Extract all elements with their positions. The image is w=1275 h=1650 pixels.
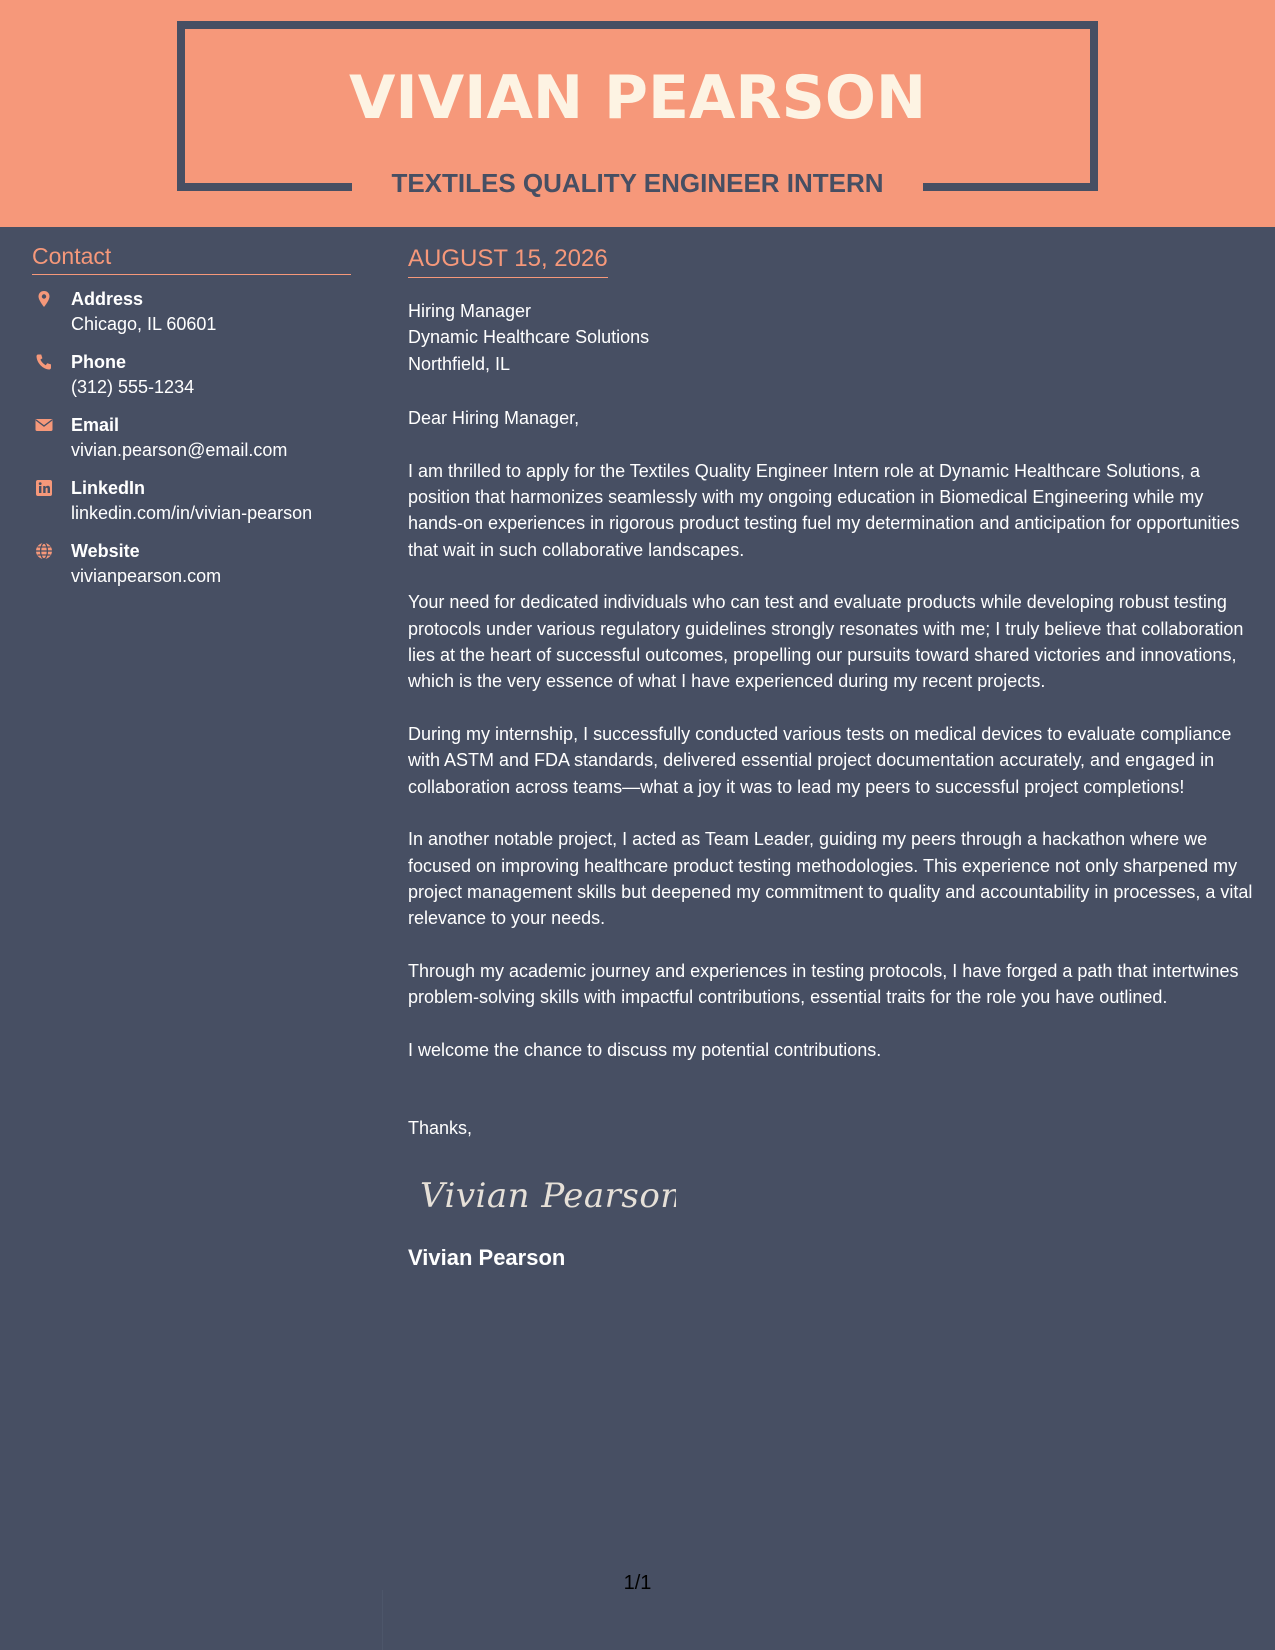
contact-sidebar — [32, 240, 351, 602]
contact-item-website — [32, 539, 351, 602]
letter-paragraph: I welcome the chance to discuss my potential contributions. — [408, 1039, 882, 1060]
signature-image — [416, 1167, 1253, 1223]
recipient-line: Hiring Manager — [408, 301, 532, 321]
globe-icon — [35, 542, 53, 560]
letter-body — [408, 243, 1253, 1273]
contact-value-phone: (312) 555-1234 — [71, 377, 195, 397]
handwritten-signature — [416, 1167, 676, 1223]
contact-label: Phone — [71, 352, 127, 372]
letter-paragraph: I am thrilled to apply for the Textiles Quality Engineer Intern role at Dynamic Healthcare Solutions, a position that harmonizes seamlessly with my ongoing education in Biomedical Engineering while my hands-on experiences in rigorous product testing fuel my determination and anticipation for opportunities that wait in such collaborative landscapes. — [408, 460, 1240, 560]
contact-item-phone — [32, 350, 351, 413]
contact-value-address: Chicago, IL 60601 — [71, 314, 217, 334]
contact-heading: Contact — [32, 240, 351, 275]
page-divider — [382, 1590, 383, 1650]
recipient-line: Dynamic Healthcare Solutions — [408, 327, 650, 348]
contact-label: Email — [71, 415, 120, 435]
contact-value-email: vivian.pearson@email.com — [71, 440, 288, 460]
contact-label: LinkedIn — [71, 478, 146, 498]
contact-item-address — [32, 287, 351, 350]
letter-paragraph: Through my academic journey and experiences in testing protocols, I have forged a path that intertwines problem-solving skills with impactful contributions, essential traits for the role you have outlined. — [408, 960, 1239, 1008]
letter-paragraph: In another notable project, I acted as Team Leader, guiding my peers through a hackathon where we focused on improving healthcare product testing methodologies. This experience not only sharpened my project management skills but deepened my commitment to quality and accountability in processes, a vital relevance to your needs. — [408, 829, 1253, 929]
letter-paragraph: During my internship, I successfully conducted various tests on medical devices to evaluate compliance with ASTM and FDA standards, delivered essential project documentation accurately, and engaged in collaboration across teams—what a joy it was to lead my peers to successful project completions! — [408, 723, 1232, 797]
letter-paragraph: Your need for dedicated individuals who can test and evaluate products while developing robust testing protocols under various regulatory guidelines strongly resonates with me; I truly believe that collaboration lies at the heart of successful outcomes, propelling our pursuits toward shared victories and innovations, which is the very essence of what I have experienced during my recent projects. — [408, 592, 1244, 692]
salutation: Dear Hiring Manager, — [408, 408, 580, 429]
header-banner — [0, 0, 1275, 227]
location-pin-icon — [35, 290, 53, 308]
job-title: TEXTILES QUALITY ENGINEER INTERN — [391, 168, 884, 198]
letter-date: AUGUST 15, 2026 — [408, 243, 608, 278]
applicant-name: VIVIAN PEARSON — [348, 63, 927, 133]
signature-text: Vivian Pearson — [420, 1176, 676, 1217]
contact-value-website: vivianpearson.com — [71, 566, 222, 586]
closing: Thanks, — [408, 1117, 473, 1138]
contact-value-linkedin: linkedin.com/in/vivian-pearson — [71, 503, 313, 523]
signed-name: Vivian Pearson — [408, 1245, 566, 1271]
recipient-line: Northfield, IL — [408, 353, 511, 374]
header-frame-bottom-left — [177, 183, 352, 191]
contact-label: Address — [71, 289, 144, 309]
contact-item-email — [32, 413, 351, 476]
page-number: 1/1 — [623, 1572, 652, 1594]
contact-label: Website — [71, 541, 140, 561]
phone-icon — [35, 353, 53, 371]
envelope-icon — [35, 416, 53, 434]
header-frame-bottom-right — [923, 183, 1098, 191]
linkedin-icon — [35, 479, 53, 497]
contact-item-linkedin — [32, 476, 351, 539]
recipient-block — [408, 298, 1253, 377]
